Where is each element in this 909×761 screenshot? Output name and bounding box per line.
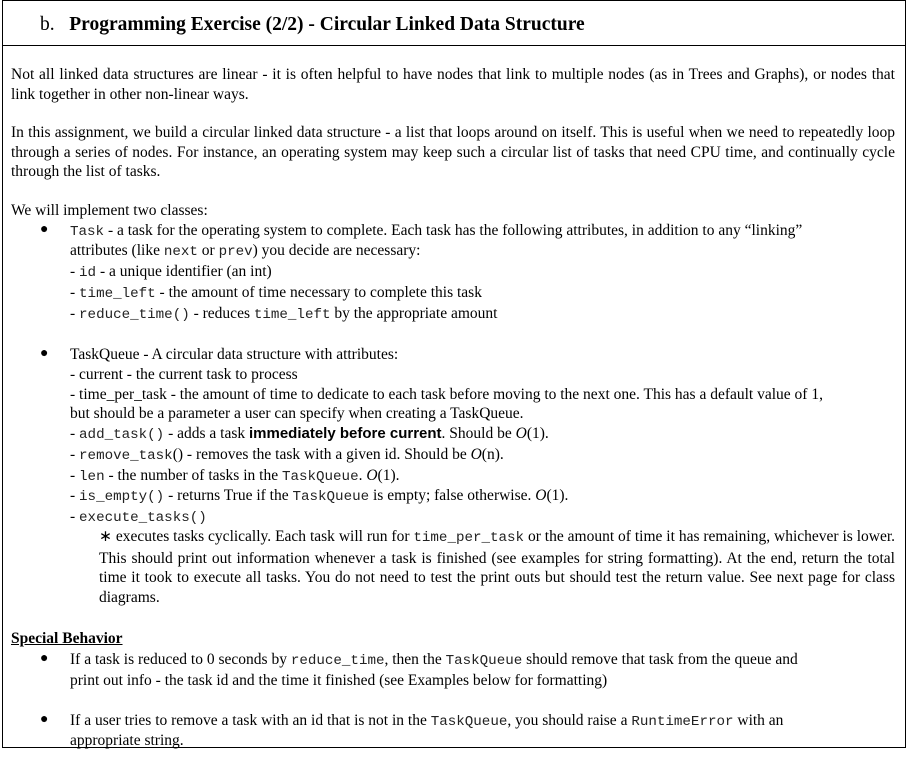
is-empty-c: (1). — [546, 487, 569, 504]
bullet-icon: ● — [40, 222, 49, 237]
special-b1-a: If a task is reduced to 0 seconds by — [70, 651, 291, 668]
special-b2-re: RuntimeError — [631, 714, 734, 730]
remove-desc: - removes the task with a given id. Should be — [183, 446, 471, 463]
special-heading: Special Behavior — [11, 630, 123, 647]
special-b2-a: If a user tries to remove a task with an id that is not in the — [70, 712, 431, 729]
paragraph-intro: Not all linked data structures are linear - it is often helpful to have nodes that link to multiple nodes (as in Trees and Graphs), or nodes that link together in other non-linear ways. — [11, 66, 895, 103]
special-b1-line1 — [70, 650, 798, 672]
add-o: O — [515, 425, 527, 442]
task-attr-id: - id - a unique identifier (an int) — [70, 263, 272, 281]
add-bold: immediately before current — [248, 425, 442, 442]
add-task-method: add_task() — [79, 427, 165, 443]
next-attr: next — [163, 244, 198, 260]
special-b2-tq: TaskQueue — [430, 714, 508, 730]
special-b1-c: should remove that task from the queue and — [522, 651, 798, 668]
special-b2-c: with an — [733, 712, 784, 729]
bullet-icon: ● — [40, 712, 49, 727]
is-empty-method: is_empty() — [79, 489, 165, 505]
add-desc1: - adds a task — [164, 425, 249, 442]
add-c: (1). — [526, 425, 549, 442]
id-desc: - a unique identifier (an int) — [96, 263, 272, 280]
execute-tpt: time_per_task — [413, 530, 525, 546]
is-empty-desc1: - returns True if the — [164, 487, 293, 504]
add-desc2: . Should be — [441, 425, 516, 442]
id-attr: id — [79, 265, 97, 281]
time-left-desc: - the amount of time necessary to complete this task — [155, 284, 482, 301]
reduce-time-tl: time_left — [253, 307, 331, 323]
special-b1-line2: print out info - the task id and the time it finished (see Examples below for formatting) — [70, 672, 608, 689]
queue-current: - current - the current task to process — [70, 366, 298, 383]
execute-desc-a: ∗ executes tasks cyclically. Each task will run for — [99, 528, 414, 545]
queue-is-empty: - is_empty() - returns True if the TaskQueue is empty; false otherwise. O(1). — [70, 487, 569, 505]
queue-remove-task: - remove_task() - removes the task with a given id. Should be O(n). — [70, 446, 504, 464]
time-left-attr: time_left — [79, 286, 156, 302]
special-b2-line1 — [70, 711, 783, 733]
queue-head: TaskQueue - A circular data structure with attributes: — [70, 346, 399, 363]
special-b1-rt: reduce_time — [290, 653, 385, 669]
queue-tpt-line2: but should be a parameter a user can specify when creating a TaskQueue. — [70, 405, 524, 422]
task-desc-b1: attributes (like — [70, 242, 164, 259]
prev-attr: prev — [218, 244, 253, 260]
queue-tpt-line1: - time_per_task - the amount of time to dedicate to each task before moving to the next one. This has a default value of 1, — [70, 386, 823, 403]
queue-execute-tasks: - execute_tasks() — [70, 508, 207, 526]
remove-o: O — [470, 446, 482, 463]
task-desc-line2 — [70, 241, 420, 263]
execute-desc — [99, 527, 895, 607]
section-title — [40, 14, 585, 36]
special-b2-line2: appropriate string. — [70, 732, 184, 749]
paragraph-circular: In this assignment, we build a circular linked data structure - a list that loops around on itself. This is useful when we need to repeatedly loop through a series of nodes. For instance, an operating system may keep such a circular list of tasks that need CPU time, and continually cycle through the list of tasks. — [11, 124, 895, 180]
reduce-time-desc1: - reduces — [189, 305, 254, 322]
bullet-icon: ● — [40, 651, 49, 666]
is-empty-tq: TaskQueue — [292, 489, 370, 505]
execute-tasks-method: execute_tasks() — [79, 510, 207, 526]
len-tq: TaskQueue — [281, 469, 359, 485]
section-letter: b. — [40, 14, 55, 35]
queue-add-task: - add_task() - adds a task immediately before current. Should be O(1). — [70, 425, 549, 443]
section-title-text: Programming Exercise (2/2) - Circular Linked Data Structure — [69, 14, 585, 35]
task-attr-time-left: - time_left - the amount of time necessary to complete this task — [70, 284, 482, 302]
task-desc-a: - a task for the operating system to complete. Each task has the following attributes, in addition to any “linking” — [104, 222, 803, 239]
execute-desc-b: or the amount of time it has remaining, whichever is lower. This should print out information whenever a task is finished (see examples for string formatting). At the end, return the total time it took to execute all tasks. You do not need to test the print outs but should test the return value. See next page for class diagrams. — [99, 528, 896, 606]
reduce-time-method: reduce_time() — [79, 307, 190, 323]
special-b2-b: , you should raise a — [507, 712, 632, 729]
task-class-name: Task — [70, 224, 105, 240]
or-word: or — [197, 242, 219, 259]
remove-c: (n). — [481, 446, 504, 463]
classes-intro: We will implement two classes: — [11, 202, 208, 219]
len-method: len — [79, 469, 105, 485]
queue-len: - len - the number of tasks in the TaskQueue. O(1). — [70, 467, 400, 485]
len-o: O — [366, 467, 378, 484]
len-desc2: . — [358, 467, 367, 484]
remove-task-method: remove_task — [79, 448, 173, 464]
task-attr-reduce-time: - reduce_time() - reduces time_left by the appropriate amount — [70, 305, 498, 323]
reduce-time-desc2: by the appropriate amount — [330, 305, 498, 322]
special-b1-b: , then the — [384, 651, 446, 668]
len-desc1: - the number of tasks in the — [104, 467, 282, 484]
is-empty-desc2: is empty; false otherwise. — [369, 487, 536, 504]
task-desc-line1 — [70, 221, 802, 243]
remove-paren: () — [172, 446, 184, 463]
task-desc-b2: ) you decide are necessary: — [252, 242, 421, 259]
len-c: (1). — [377, 467, 400, 484]
is-empty-o: O — [535, 487, 547, 504]
special-b1-tq: TaskQueue — [445, 653, 523, 669]
bullet-icon: ● — [40, 346, 49, 361]
